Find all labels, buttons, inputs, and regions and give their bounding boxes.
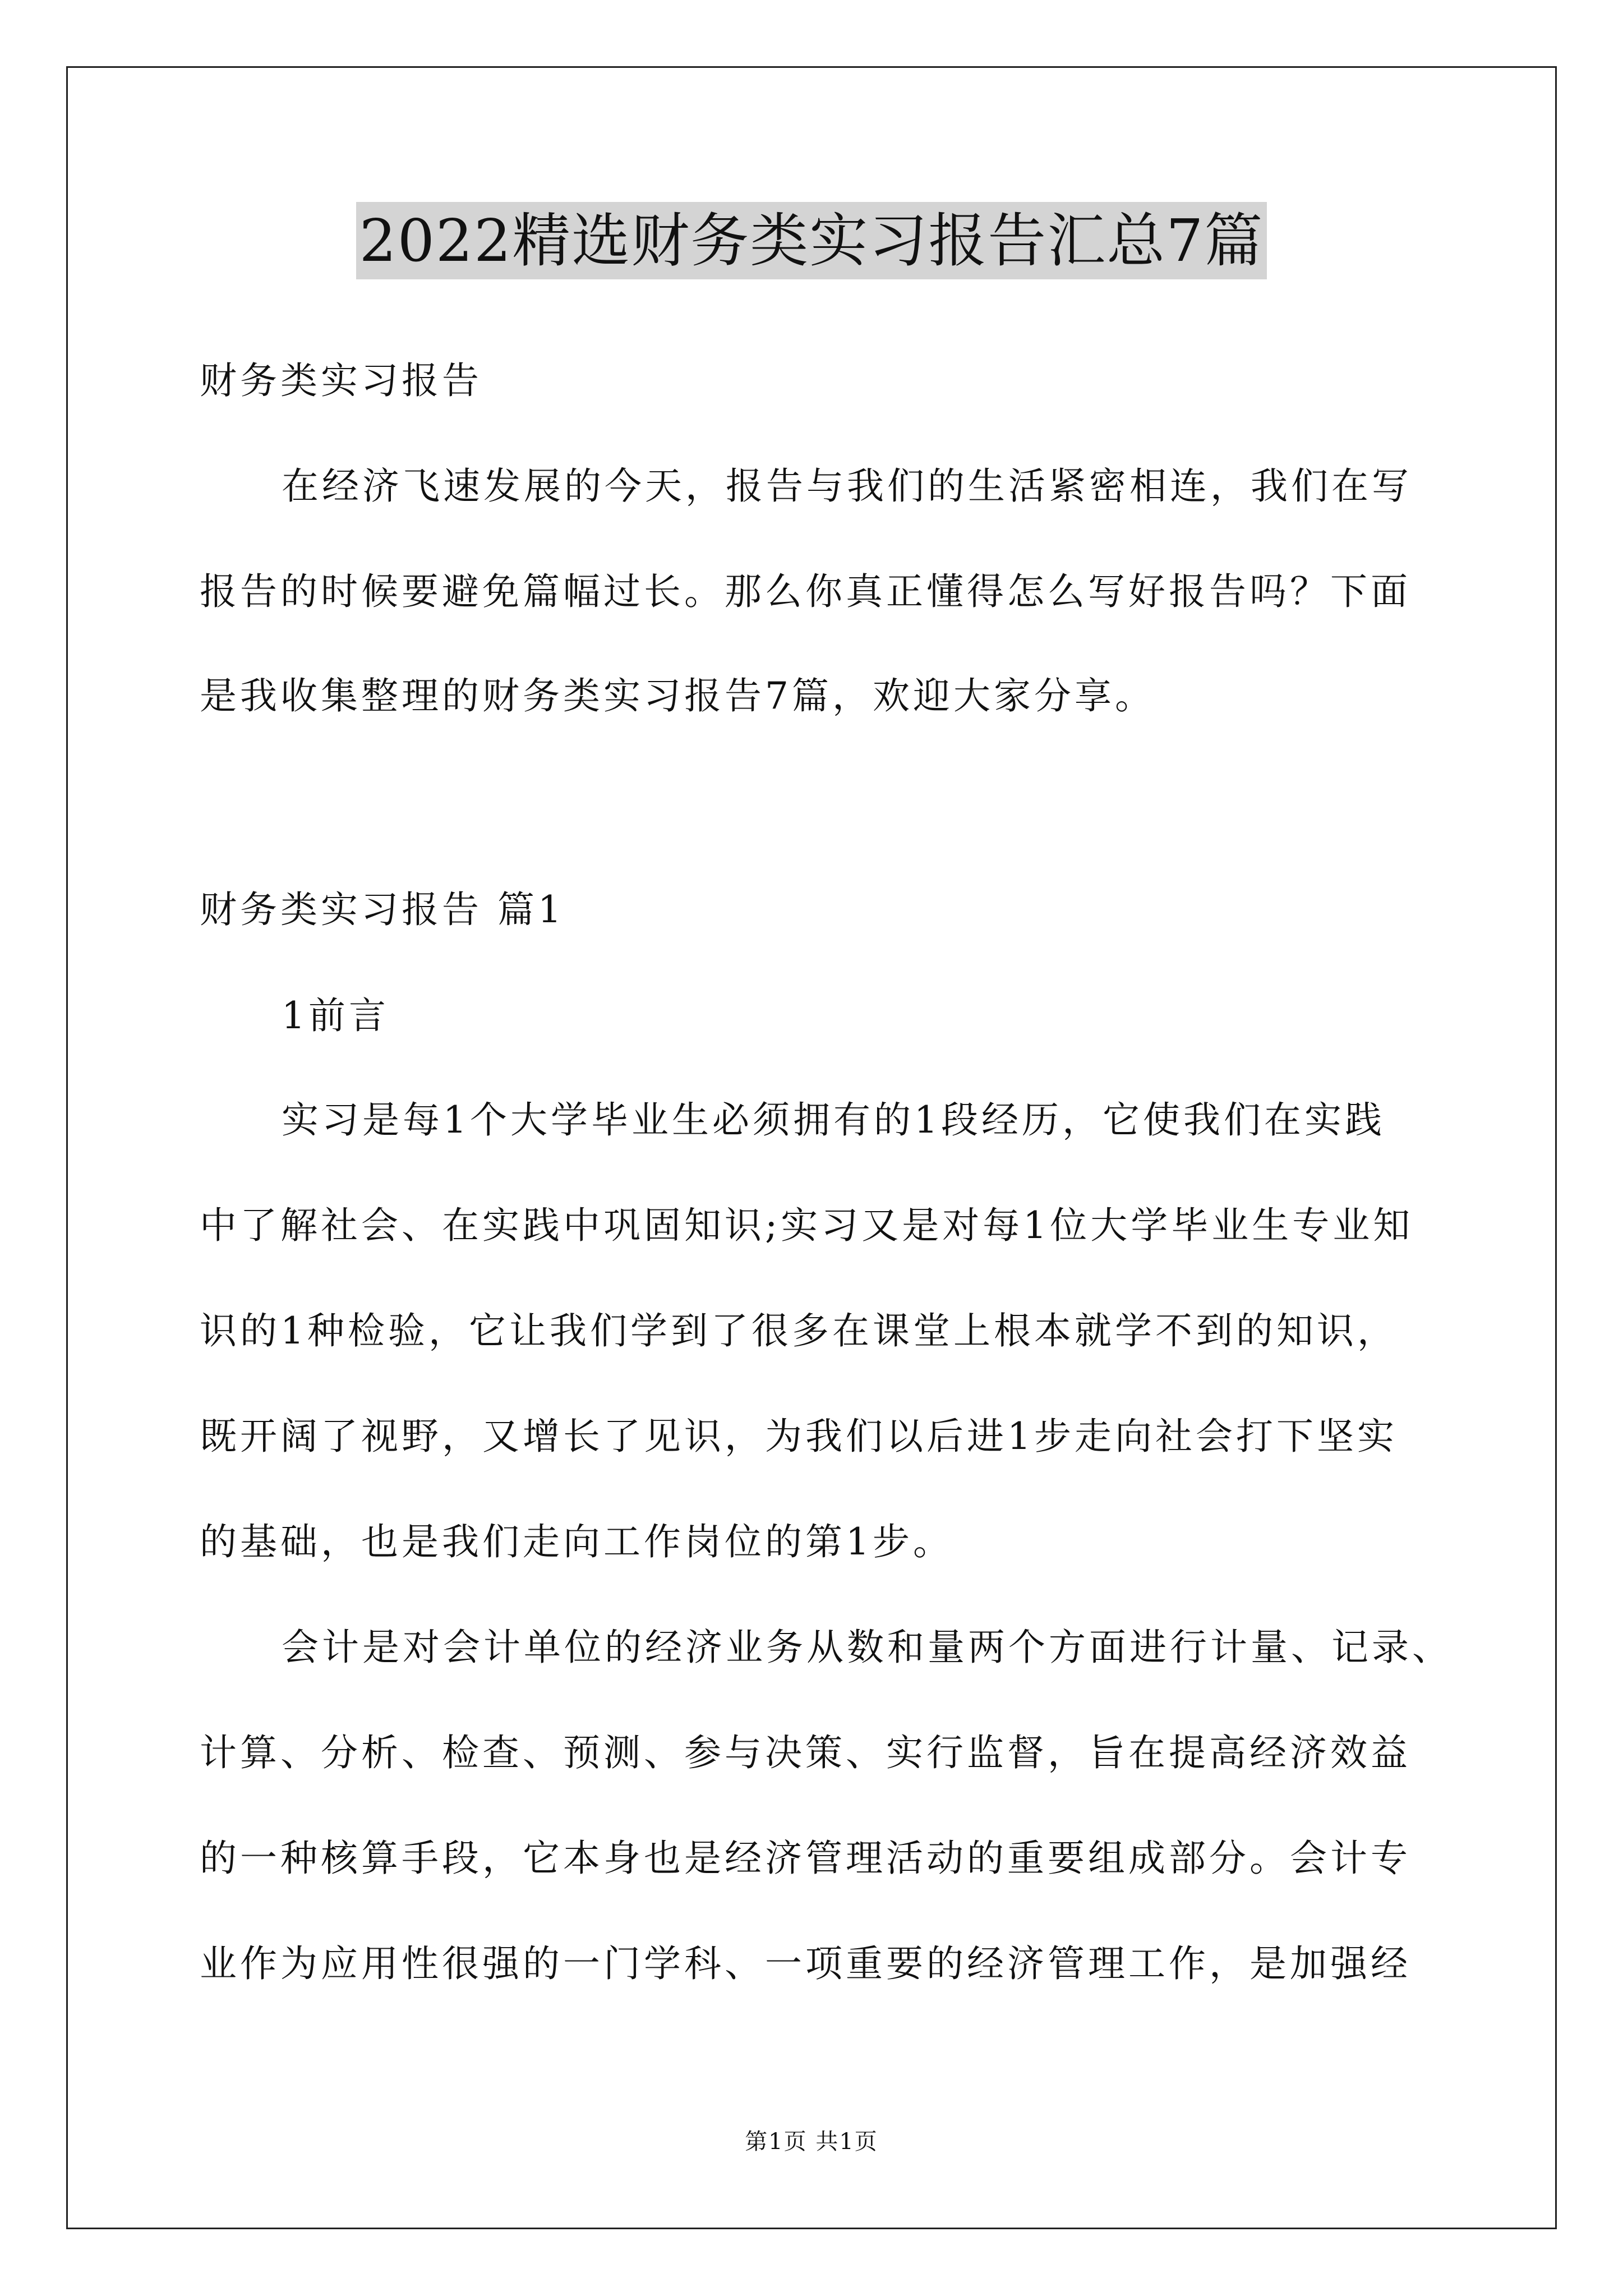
paragraph-line: 中了解社会、在实践中巩固知识;实习又是对每1位大学毕业生专业知 (200, 1204, 1414, 1247)
paragraph-line: 会计是对会计单位的经济业务从数和量两个方面进行计量、记录、 (282, 1626, 1453, 1669)
paragraph-line: 的基础，也是我们走向工作岗位的第1步。 (200, 1520, 953, 1563)
section-heading: 财务类实习报告 (200, 359, 482, 402)
paragraph-line: 计算、分析、检查、预测、参与决策、实行监督，旨在提高经济效益 (200, 1731, 1411, 1774)
page-footer: 第1页 共1页 (745, 2129, 878, 2155)
section-heading: 财务类实习报告 篇1 (200, 888, 565, 931)
subsection-heading: 1前言 (282, 994, 389, 1037)
paragraph-line: 实习是每1个大学毕业生必须拥有的1段经历，它使我们在实践 (282, 1098, 1385, 1142)
paragraph-line: 识的1种检验，它让我们学到了很多在课堂上根本就学不到的知识， (200, 1309, 1398, 1352)
paragraph-line: 是我收集整理的财务类实习报告7篇，欢迎大家分享。 (200, 674, 1155, 717)
title-container (0, 202, 1623, 279)
paragraph-line: 既开阔了视野，又增长了见识，为我们以后进1步走向社会打下坚实 (200, 1415, 1398, 1458)
paragraph-line: 报告的时候要避免篇幅过长。那么你真正懂得怎么写好报告吗？下面 (200, 570, 1411, 613)
paragraph-line: 在经济飞速发展的今天，报告与我们的生活紧密相连，我们在写 (282, 464, 1412, 508)
document-title: 2022精选财务类实习报告汇总7篇 (356, 202, 1267, 279)
paragraph-line: 业作为应用性很强的一门学科、一项重要的经济管理工作，是加强经 (200, 1942, 1411, 1985)
paragraph-line: 的一种核算手段，它本身也是经济管理活动的重要组成部分。会计专 (200, 1837, 1411, 1880)
